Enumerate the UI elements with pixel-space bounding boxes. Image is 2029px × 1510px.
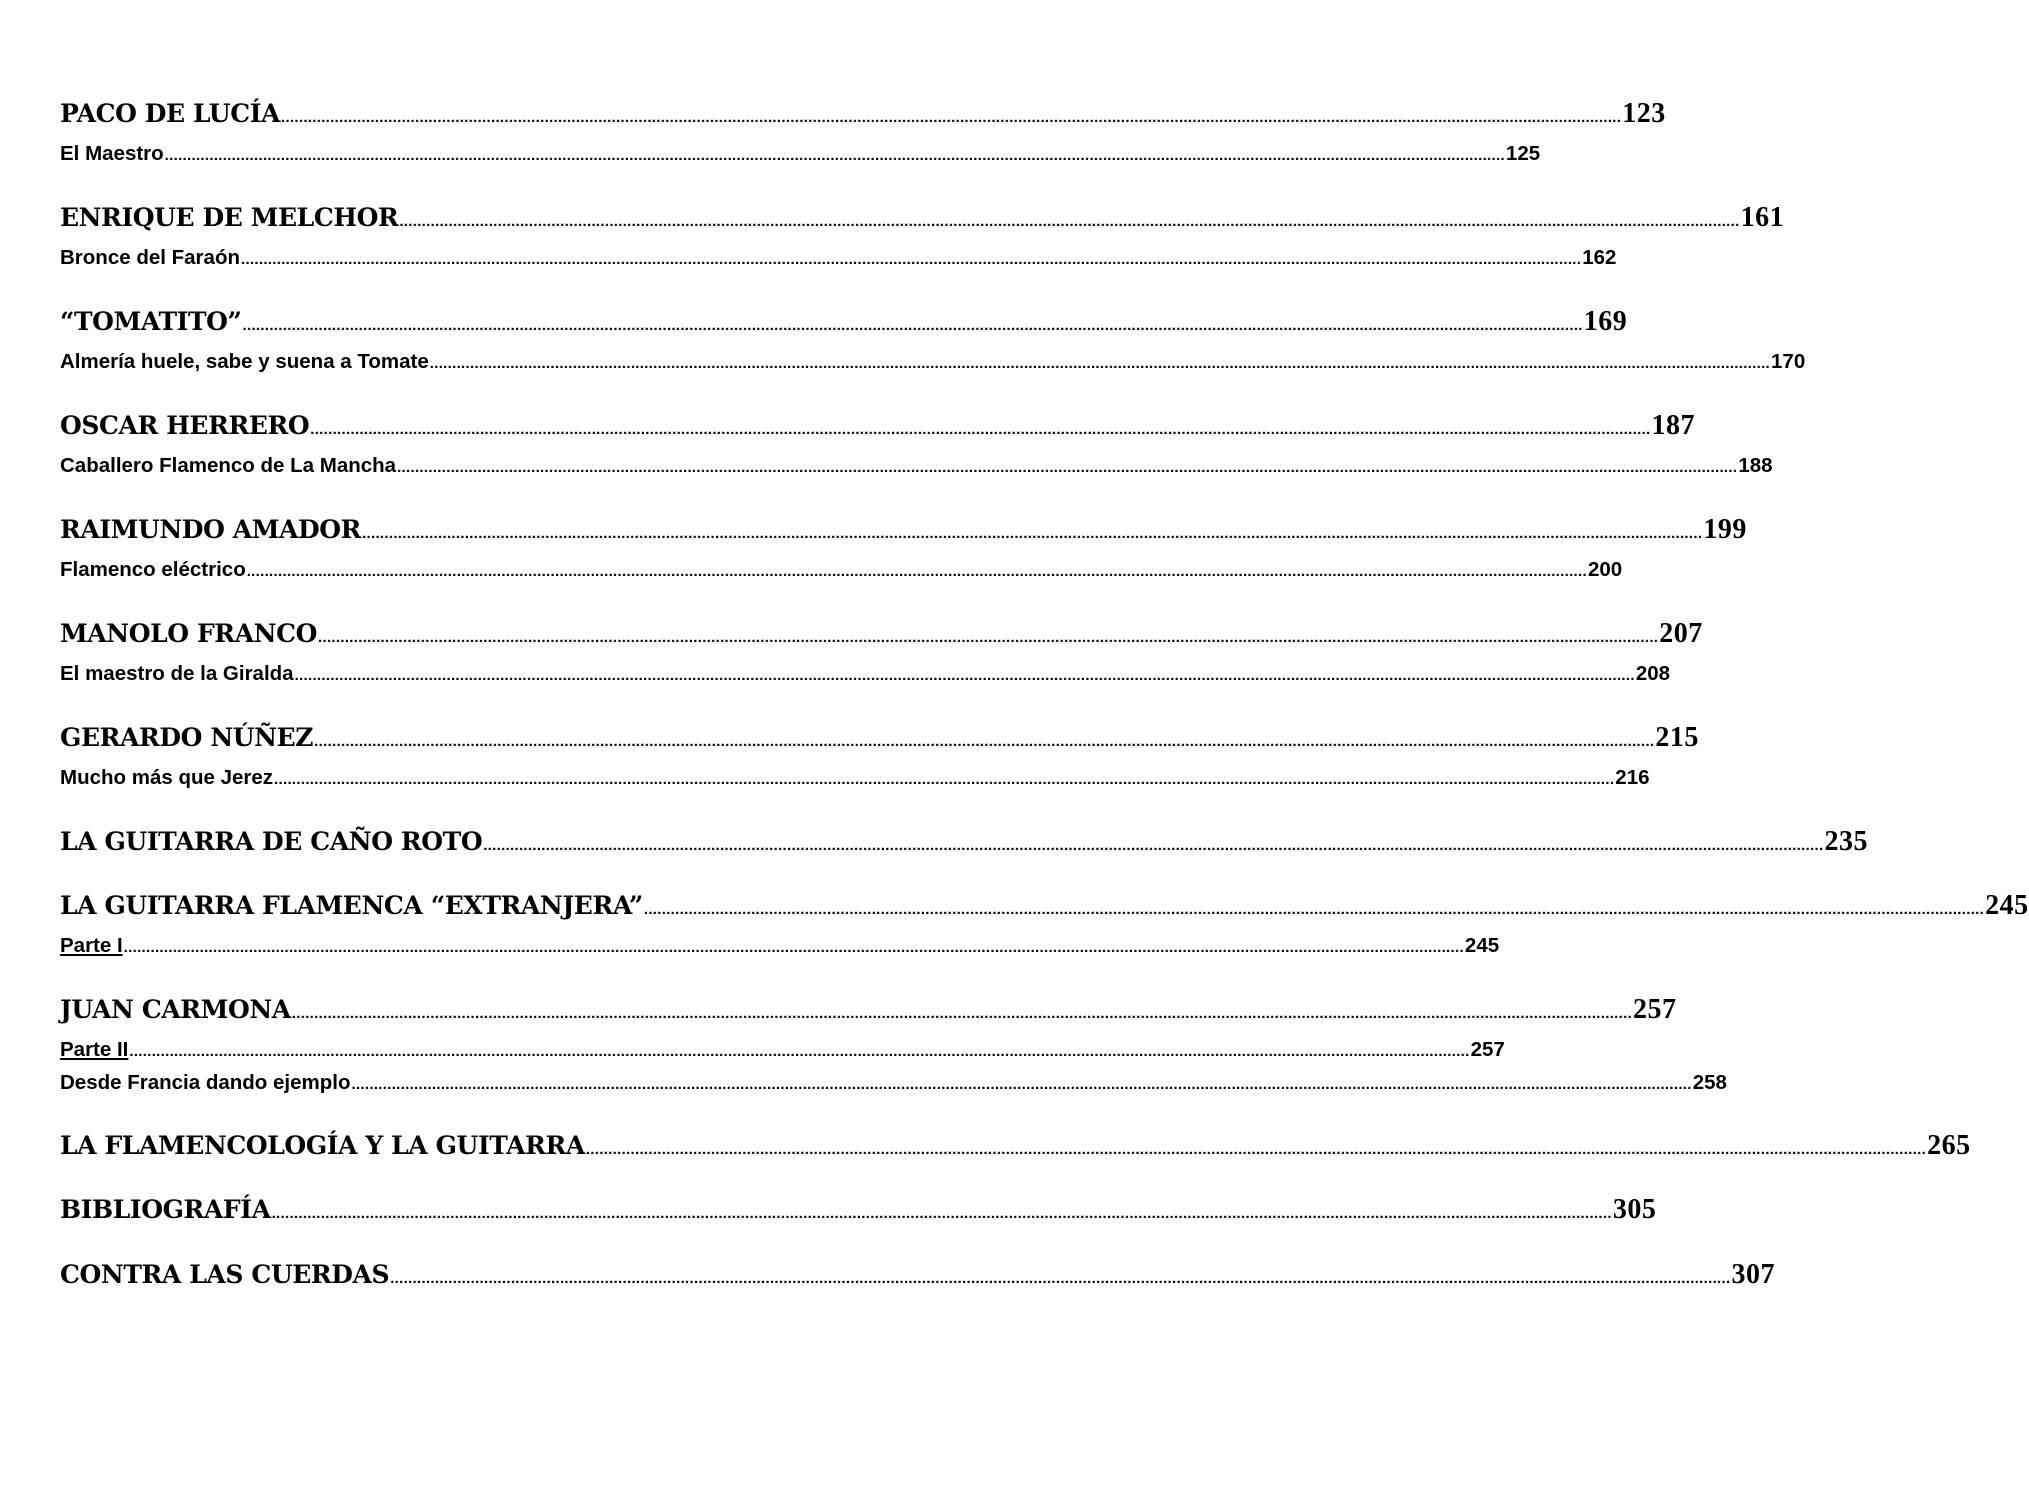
dot-leader: ............................................................................................................................................................................................................................................................................................................ <box>429 355 1771 372</box>
chapter-title: PACO DE LUCÍA <box>60 99 280 128</box>
section-page-number: 245 <box>1464 934 1500 957</box>
dot-leader: ............................................................................................................................................................................................................................................................................................................ <box>351 1076 1692 1093</box>
chapter-title: BIBLIOGRAFÍA <box>60 1195 271 1224</box>
dot-leader: ............................................................................................................................................................................................................................................................................................................ <box>390 1270 1731 1287</box>
section-title: Parte I <box>60 934 123 957</box>
section-page-number: 170 <box>1771 350 1806 373</box>
section-title: Mucho más que Jerez <box>60 766 274 789</box>
chapter-page-number: 199 <box>1703 514 1747 545</box>
chapter-page-number: 257 <box>1633 994 1677 1025</box>
dot-leader: ............................................................................................................................................................................................................................................................................................................ <box>362 525 1703 542</box>
section-title: Flamenco eléctrico <box>60 558 246 581</box>
toc-chapter-entry[interactable] <box>60 410 1695 446</box>
toc-section-entry[interactable] <box>60 141 1541 169</box>
toc-chapter-entry[interactable] <box>60 722 1699 758</box>
dot-leader: ............................................................................................................................................................................................................................................................................................................ <box>310 421 1651 438</box>
toc-chapter-entry[interactable] <box>60 826 1868 862</box>
toc-section-entry[interactable] <box>60 349 1806 377</box>
chapter-title: LA FLAMENCOLOGÍA Y LA GUITARRA <box>60 1131 585 1160</box>
chapter-title: LA GUITARRA DE CAÑO ROTO <box>60 827 483 856</box>
section-page-number: 216 <box>1615 766 1650 789</box>
dot-leader: ............................................................................................................................................................................................................................................................................................................ <box>271 1205 1612 1222</box>
dot-leader: ............................................................................................................................................................................................................................................................................................................ <box>399 213 1740 230</box>
section-title: Parte II <box>60 1038 129 1061</box>
chapter-page-number: 235 <box>1824 826 1868 857</box>
dot-leader: ............................................................................................................................................................................................................................................................................................................ <box>241 251 1582 268</box>
dot-leader: ............................................................................................................................................................................................................................................................................................................ <box>123 939 1464 956</box>
section-title: Caballero Flamenco de La Mancha <box>60 454 397 477</box>
toc-chapter-entry[interactable] <box>60 618 1703 654</box>
section-title: Bronce del Faraón <box>60 246 240 269</box>
chapter-title: “TOMATITO” <box>60 307 242 336</box>
dot-leader: ............................................................................................................................................................................................................................................................................................................ <box>129 1043 1470 1060</box>
section-page-number: 162 <box>1582 246 1617 269</box>
section-page-number: 125 <box>1505 142 1541 165</box>
toc-section-entry[interactable] <box>60 1070 1727 1098</box>
section-page-number: 257 <box>1470 1038 1505 1061</box>
dot-leader: ............................................................................................................................................................................................................................................................................................................ <box>318 629 1659 646</box>
chapter-page-number: 245 <box>1985 890 2029 921</box>
chapter-page-number: 307 <box>1731 1259 1775 1290</box>
dot-leader: ............................................................................................................................................................................................................................................................................................................ <box>585 1141 1927 1158</box>
chapter-title: OSCAR HERRERO <box>60 411 310 440</box>
toc-chapter-entry[interactable] <box>60 1259 1775 1295</box>
chapter-title: GERARDO NÚÑEZ <box>60 723 314 752</box>
section-page-number: 258 <box>1692 1071 1727 1094</box>
chapter-title: CONTRA LAS CUERDAS <box>60 1260 390 1289</box>
dot-leader: ............................................................................................................................................................................................................................................................................................................ <box>483 837 1824 854</box>
chapter-title: RAIMUNDO AMADOR <box>60 515 362 544</box>
dot-leader: ............................................................................................................................................................................................................................................................................................................ <box>242 317 1583 334</box>
chapter-page-number: 207 <box>1659 618 1703 649</box>
toc-chapter-entry[interactable] <box>60 890 2029 926</box>
toc-chapter-entry[interactable] <box>60 1194 1657 1230</box>
toc-chapter-entry[interactable] <box>60 202 1785 238</box>
dot-leader: ............................................................................................................................................................................................................................................................................................................ <box>164 147 1505 164</box>
section-page-number: 188 <box>1738 454 1773 477</box>
chapter-title: JUAN CARMONA <box>60 995 291 1024</box>
toc-section-entry[interactable] <box>60 933 1500 961</box>
chapter-title: MANOLO FRANCO <box>60 619 318 648</box>
section-title: El maestro de la Giralda <box>60 662 294 685</box>
toc-section-entry[interactable] <box>60 1037 1505 1065</box>
dot-leader: ............................................................................................................................................................................................................................................................................................................ <box>397 459 1738 476</box>
toc-section-entry[interactable] <box>60 765 1650 793</box>
chapter-page-number: 187 <box>1651 410 1695 441</box>
dot-leader: ............................................................................................................................................................................................................................................................................................................ <box>314 733 1655 750</box>
chapter-page-number: 169 <box>1583 306 1628 337</box>
toc-section-entry[interactable] <box>60 661 1671 689</box>
dot-leader: ............................................................................................................................................................................................................................................................................................................ <box>294 667 1635 684</box>
chapter-page-number: 265 <box>1927 1130 1971 1161</box>
dot-leader: ............................................................................................................................................................................................................................................................................................................ <box>643 901 1985 918</box>
section-page-number: 208 <box>1635 662 1671 685</box>
toc-section-entry[interactable] <box>60 453 1773 481</box>
chapter-title: ENRIQUE DE MELCHOR <box>60 203 399 232</box>
toc-chapter-entry[interactable] <box>60 98 1666 134</box>
dot-leader: ............................................................................................................................................................................................................................................................................................................ <box>281 109 1622 126</box>
chapter-title: LA GUITARRA FLAMENCA “EXTRANJERA” <box>60 891 643 920</box>
chapter-page-number: 161 <box>1740 202 1785 233</box>
dot-leader: ............................................................................................................................................................................................................................................................................................................ <box>291 1005 1633 1022</box>
toc-chapter-entry[interactable] <box>60 994 1677 1030</box>
toc-section-entry[interactable] <box>60 245 1617 273</box>
toc-section-entry[interactable] <box>60 557 1623 585</box>
chapter-page-number: 215 <box>1655 722 1699 753</box>
dot-leader: ............................................................................................................................................................................................................................................................................................................ <box>246 563 1587 580</box>
section-title: El Maestro <box>60 142 164 165</box>
chapter-page-number: 123 <box>1622 98 1666 129</box>
toc-chapter-entry[interactable] <box>60 1130 1971 1166</box>
toc-chapter-entry[interactable] <box>60 514 1747 550</box>
section-page-number: 200 <box>1587 558 1623 581</box>
toc-chapter-entry[interactable] <box>60 306 1628 342</box>
section-title: Almería huele, sabe y suena a Tomate <box>60 350 429 373</box>
section-title: Desde Francia dando ejemplo <box>60 1071 351 1094</box>
chapter-page-number: 305 <box>1612 1194 1657 1225</box>
dot-leader: ............................................................................................................................................................................................................................................................................................................ <box>274 771 1615 788</box>
